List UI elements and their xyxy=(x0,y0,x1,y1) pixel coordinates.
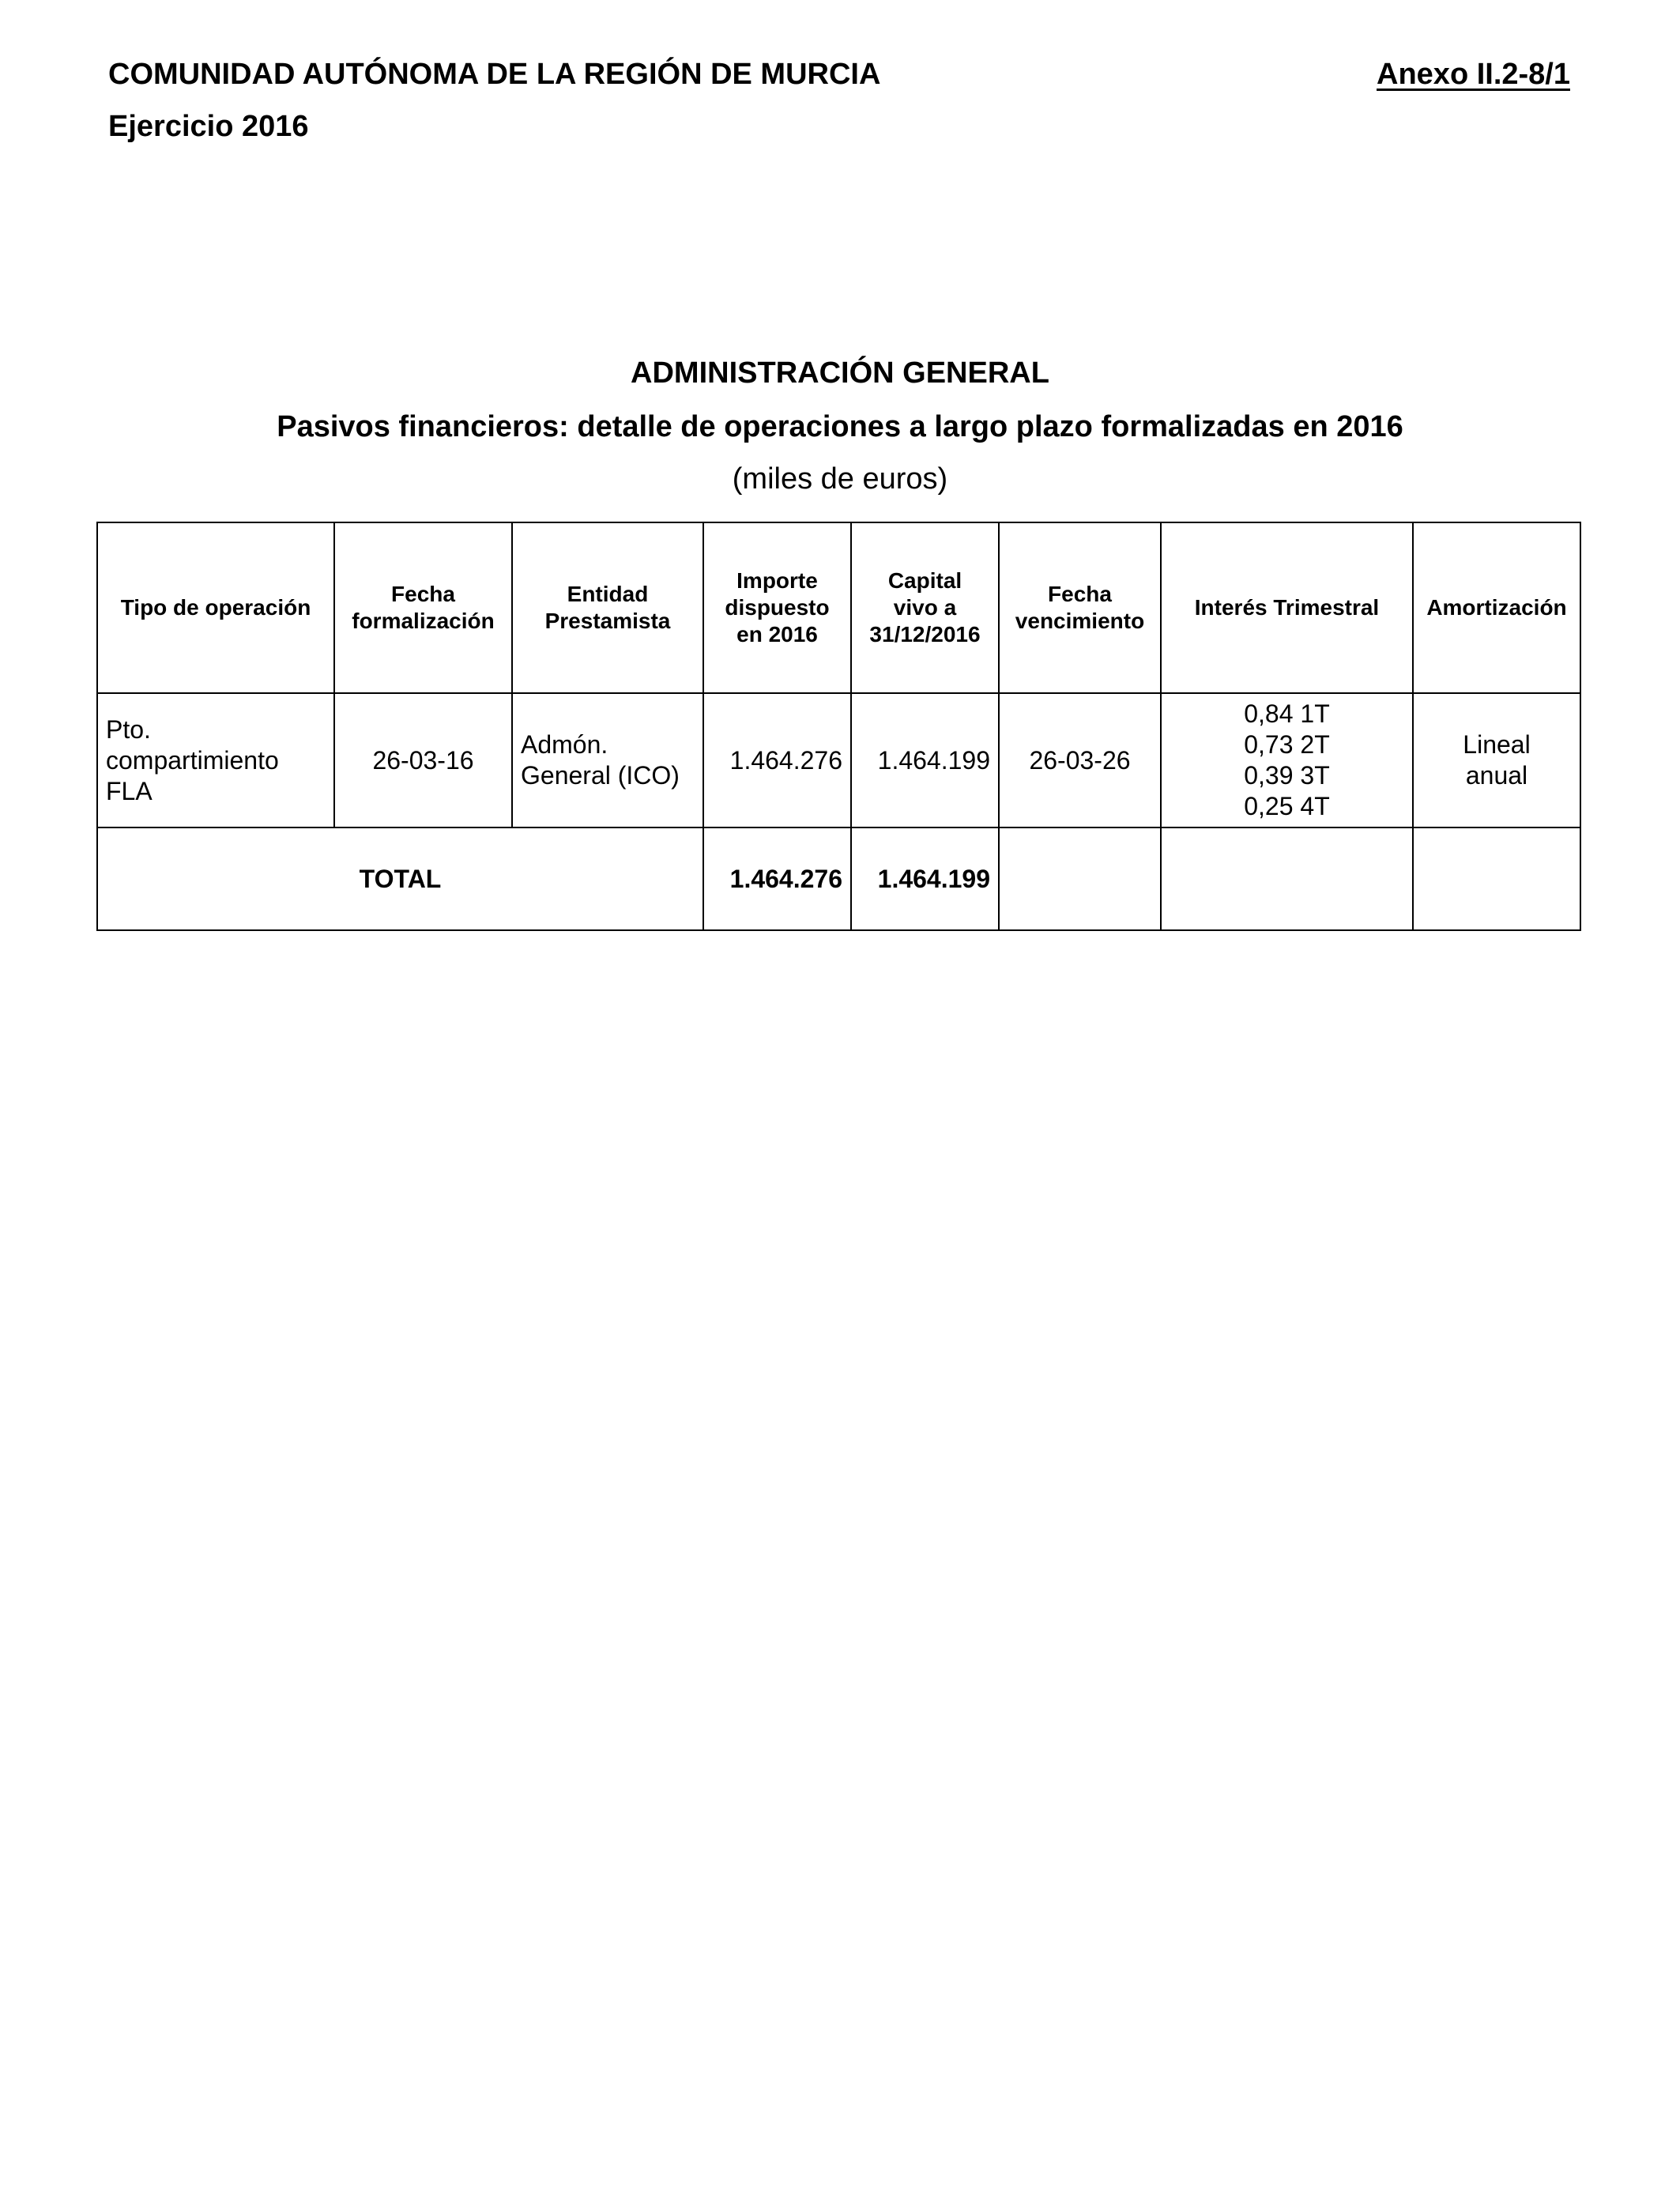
cell-tipo: Pto. compartimiento FLA xyxy=(97,693,334,827)
section-title: ADMINISTRACIÓN GENERAL xyxy=(631,356,1049,390)
col-header-fecha-vencimiento: Fecha vencimiento xyxy=(999,522,1161,693)
total-interes-empty xyxy=(1161,827,1413,930)
titles-block xyxy=(0,352,1680,499)
total-amortizacion-empty xyxy=(1413,827,1580,930)
cell-entidad: Admón. General (ICO) xyxy=(512,693,703,827)
col-header-entidad: Entidad Prestamista xyxy=(512,522,703,693)
table-row xyxy=(97,693,1580,827)
cell-fecha-formalizacion: 26-03-16 xyxy=(334,693,512,827)
table-header-row xyxy=(97,522,1580,693)
cell-importe: 1.464.276 xyxy=(703,693,851,827)
annex-reference: Anexo II.2-8/1 xyxy=(1377,58,1570,91)
organization-name: COMUNIDAD AUTÓNOMA DE LA REGIÓN DE MURCIA xyxy=(108,58,881,91)
col-header-capital: Capital vivo a 31/12/2016 xyxy=(851,522,999,693)
col-header-interes: Interés Trimestral xyxy=(1161,522,1413,693)
operations-table xyxy=(96,522,1581,931)
fiscal-year: Ejercicio 2016 xyxy=(108,110,309,143)
cell-interes: 0,84 1T 0,73 2T 0,39 3T 0,25 4T xyxy=(1161,693,1413,827)
cell-capital: 1.464.199 xyxy=(851,693,999,827)
col-header-importe: Importe dispuesto en 2016 xyxy=(703,522,851,693)
col-header-tipo: Tipo de operación xyxy=(97,522,334,693)
page-header xyxy=(108,54,1570,156)
col-header-amortizacion: Amortización xyxy=(1413,522,1580,693)
cell-fecha-vencimiento: 26-03-26 xyxy=(999,693,1161,827)
total-row xyxy=(97,827,1580,930)
total-label: TOTAL xyxy=(97,827,703,930)
table-title: Pasivos financieros: detalle de operaciones a largo plazo formalizadas en 2016 xyxy=(277,410,1403,443)
col-header-fecha-formalizacion: Fecha formalización xyxy=(334,522,512,693)
total-fecha-vencimiento-empty xyxy=(999,827,1161,930)
total-importe: 1.464.276 xyxy=(703,827,851,930)
total-capital: 1.464.199 xyxy=(851,827,999,930)
cell-amortizacion: Lineal anual xyxy=(1413,693,1580,827)
units-note: (miles de euros) xyxy=(732,462,948,496)
